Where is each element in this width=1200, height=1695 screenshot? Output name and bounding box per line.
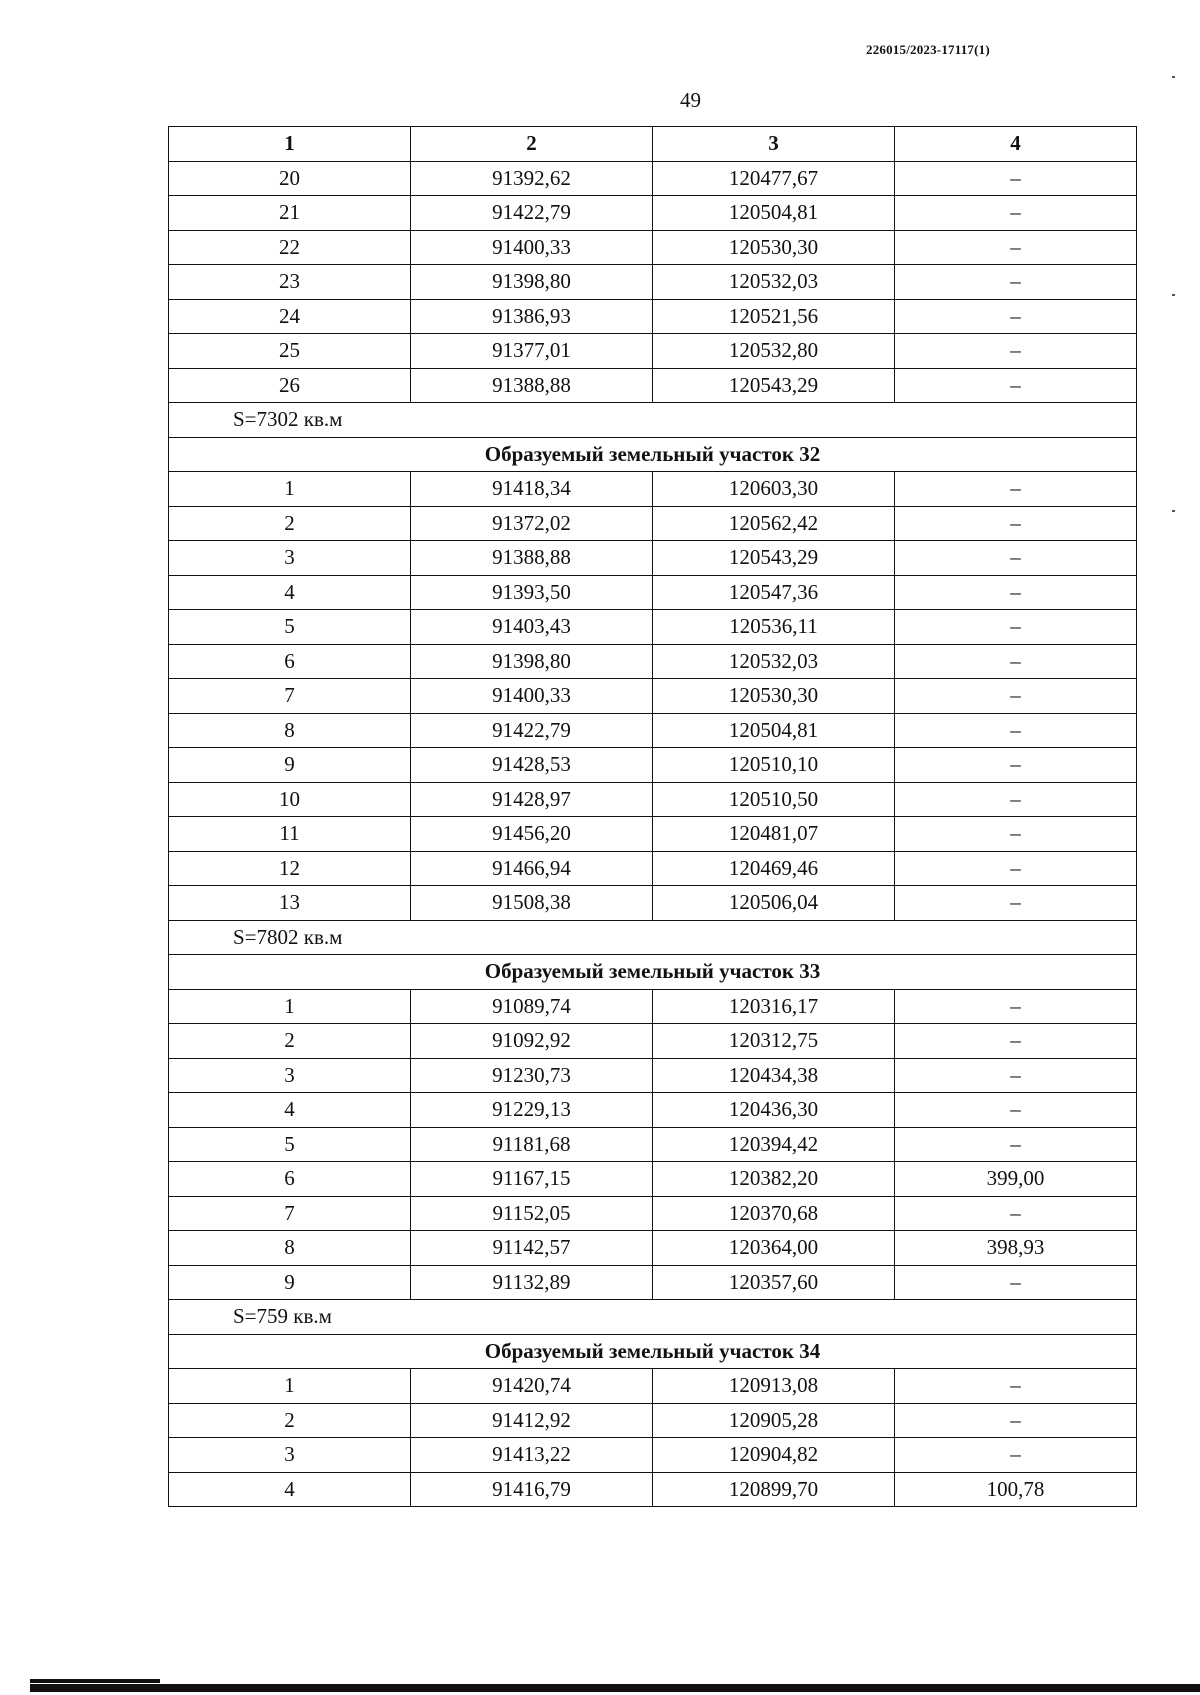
- table-cell: 120469,46: [653, 851, 895, 886]
- footer-scan-line: [30, 1679, 160, 1683]
- table-cell: –: [895, 506, 1137, 541]
- table-cell: 120532,03: [653, 644, 895, 679]
- table-cell: 398,93: [895, 1231, 1137, 1266]
- table-cell: 120905,28: [653, 1403, 895, 1438]
- scan-edge-mark: [1172, 510, 1175, 512]
- area-value: S=7302 кв.м: [169, 403, 1137, 438]
- table-cell: 22: [169, 230, 411, 265]
- table-cell: 120904,82: [653, 1438, 895, 1473]
- table-cell: –: [895, 368, 1137, 403]
- section-title: Образуемый земельный участок 33: [169, 955, 1137, 990]
- table-cell: 91167,15: [411, 1162, 653, 1197]
- table-cell: 120536,11: [653, 610, 895, 645]
- table-cell: 12: [169, 851, 411, 886]
- table-cell: 91400,33: [411, 230, 653, 265]
- table-cell: 120532,03: [653, 265, 895, 300]
- table-cell: 4: [169, 575, 411, 610]
- table-cell: –: [895, 472, 1137, 507]
- table-row: [169, 1162, 1137, 1197]
- table-cell: –: [895, 196, 1137, 231]
- table-cell: 91089,74: [411, 989, 653, 1024]
- table-cell: 91413,22: [411, 1438, 653, 1473]
- table-cell: 91398,80: [411, 265, 653, 300]
- table-cell: 399,00: [895, 1162, 1137, 1197]
- area-row: [169, 1300, 1137, 1335]
- table-cell: 120506,04: [653, 886, 895, 921]
- table-cell: –: [895, 851, 1137, 886]
- column-header: 4: [895, 127, 1137, 162]
- table-cell: 120562,42: [653, 506, 895, 541]
- table-row: [169, 989, 1137, 1024]
- table-row: [169, 334, 1137, 369]
- table-cell: 91428,97: [411, 782, 653, 817]
- table-row: [169, 161, 1137, 196]
- table-row: [169, 1231, 1137, 1266]
- table-row: [169, 472, 1137, 507]
- table-cell: 91400,33: [411, 679, 653, 714]
- table-row: [169, 1058, 1137, 1093]
- table-cell: 1: [169, 989, 411, 1024]
- table-cell: 91377,01: [411, 334, 653, 369]
- table-cell: 91152,05: [411, 1196, 653, 1231]
- table-cell: –: [895, 161, 1137, 196]
- table-cell: –: [895, 230, 1137, 265]
- section-title: Образуемый земельный участок 34: [169, 1334, 1137, 1369]
- table-cell: 91456,20: [411, 817, 653, 852]
- table-cell: 120382,20: [653, 1162, 895, 1197]
- table-cell: –: [895, 541, 1137, 576]
- table-cell: 1: [169, 1369, 411, 1404]
- table-cell: 3: [169, 541, 411, 576]
- table-cell: –: [895, 1403, 1137, 1438]
- table-row: [169, 851, 1137, 886]
- table-cell: 120547,36: [653, 575, 895, 610]
- table-cell: 120481,07: [653, 817, 895, 852]
- table-cell: 120530,30: [653, 679, 895, 714]
- table-cell: –: [895, 610, 1137, 645]
- table-cell: 91403,43: [411, 610, 653, 645]
- area-row: [169, 403, 1137, 438]
- table-cell: 6: [169, 1162, 411, 1197]
- table-row: [169, 610, 1137, 645]
- table-row: [169, 713, 1137, 748]
- table-cell: 91229,13: [411, 1093, 653, 1128]
- table-row: [169, 265, 1137, 300]
- table-row: [169, 817, 1137, 852]
- table-row: [169, 541, 1137, 576]
- table-cell: 120477,67: [653, 161, 895, 196]
- table-cell: 120394,42: [653, 1127, 895, 1162]
- table-cell: –: [895, 1369, 1137, 1404]
- scan-edge-mark: [1172, 76, 1175, 78]
- table-cell: 91392,62: [411, 161, 653, 196]
- table-cell: 120312,75: [653, 1024, 895, 1059]
- table-cell: 9: [169, 1265, 411, 1300]
- column-header: 3: [653, 127, 895, 162]
- table-cell: 120370,68: [653, 1196, 895, 1231]
- table-cell: 120543,29: [653, 368, 895, 403]
- table-cell: 20: [169, 161, 411, 196]
- table-cell: 13: [169, 886, 411, 921]
- table-cell: –: [895, 817, 1137, 852]
- table-cell: 120532,80: [653, 334, 895, 369]
- table-header-row: [169, 127, 1137, 162]
- table-cell: –: [895, 1196, 1137, 1231]
- table-cell: 120530,30: [653, 230, 895, 265]
- table-cell: 7: [169, 679, 411, 714]
- table-cell: 91393,50: [411, 575, 653, 610]
- table-cell: 7: [169, 1196, 411, 1231]
- table-cell: –: [895, 886, 1137, 921]
- table-cell: 120316,17: [653, 989, 895, 1024]
- page-number: 49: [680, 88, 701, 112]
- table-cell: 120364,00: [653, 1231, 895, 1266]
- table-cell: –: [895, 782, 1137, 817]
- table-cell: 8: [169, 1231, 411, 1266]
- table-cell: 2: [169, 1024, 411, 1059]
- table-cell: –: [895, 989, 1137, 1024]
- table-row: [169, 1403, 1137, 1438]
- table-cell: 10: [169, 782, 411, 817]
- table-row: [169, 1438, 1137, 1473]
- table-cell: 120913,08: [653, 1369, 895, 1404]
- table-cell: –: [895, 1438, 1137, 1473]
- table-cell: 91428,53: [411, 748, 653, 783]
- table-row: [169, 886, 1137, 921]
- area-value: S=7802 кв.м: [169, 920, 1137, 955]
- table-row: [169, 679, 1137, 714]
- table-cell: 120899,70: [653, 1472, 895, 1507]
- area-row: [169, 920, 1137, 955]
- column-header: 1: [169, 127, 411, 162]
- table-cell: 91422,79: [411, 196, 653, 231]
- coordinates-table: [168, 126, 1137, 1507]
- table-cell: 23: [169, 265, 411, 300]
- table-cell: 120434,38: [653, 1058, 895, 1093]
- table-cell: 91398,80: [411, 644, 653, 679]
- table-row: [169, 506, 1137, 541]
- table-row: [169, 299, 1137, 334]
- table-cell: 91092,92: [411, 1024, 653, 1059]
- table-cell: 6: [169, 644, 411, 679]
- table-cell: 91418,34: [411, 472, 653, 507]
- table-row: [169, 230, 1137, 265]
- table-cell: 120521,56: [653, 299, 895, 334]
- table-cell: 120603,30: [653, 472, 895, 507]
- table-body: [169, 161, 1137, 1507]
- table-row: [169, 1196, 1137, 1231]
- table-cell: 91466,94: [411, 851, 653, 886]
- table-cell: 24: [169, 299, 411, 334]
- table-cell: 26: [169, 368, 411, 403]
- table-cell: 4: [169, 1093, 411, 1128]
- table-cell: 5: [169, 610, 411, 645]
- table-cell: 91422,79: [411, 713, 653, 748]
- table-cell: 100,78: [895, 1472, 1137, 1507]
- table-cell: –: [895, 1093, 1137, 1128]
- table-cell: –: [895, 1127, 1137, 1162]
- table-cell: 91181,68: [411, 1127, 653, 1162]
- table-cell: 91416,79: [411, 1472, 653, 1507]
- table-cell: 91230,73: [411, 1058, 653, 1093]
- table-cell: 91386,93: [411, 299, 653, 334]
- table-row: [169, 1369, 1137, 1404]
- table-cell: –: [895, 748, 1137, 783]
- table-cell: –: [895, 265, 1137, 300]
- table-cell: 120543,29: [653, 541, 895, 576]
- area-value: S=759 кв.м: [169, 1300, 1137, 1335]
- document-id: 226015/2023-17117(1): [866, 42, 990, 57]
- table-cell: 2: [169, 1403, 411, 1438]
- table-cell: 120436,30: [653, 1093, 895, 1128]
- table-cell: 21: [169, 196, 411, 231]
- table-cell: –: [895, 679, 1137, 714]
- table-row: [169, 368, 1137, 403]
- table-cell: 11: [169, 817, 411, 852]
- table-cell: 3: [169, 1058, 411, 1093]
- table-cell: –: [895, 334, 1137, 369]
- table-cell: 120504,81: [653, 196, 895, 231]
- table-row: [169, 644, 1137, 679]
- section-title-row: [169, 437, 1137, 472]
- table-cell: 91372,02: [411, 506, 653, 541]
- table-cell: 1: [169, 472, 411, 507]
- table-cell: 91132,89: [411, 1265, 653, 1300]
- table-cell: 91420,74: [411, 1369, 653, 1404]
- table-cell: 8: [169, 713, 411, 748]
- table-cell: –: [895, 575, 1137, 610]
- table-row: [169, 575, 1137, 610]
- table-cell: 120510,50: [653, 782, 895, 817]
- table-cell: –: [895, 644, 1137, 679]
- table-cell: –: [895, 299, 1137, 334]
- table-cell: 25: [169, 334, 411, 369]
- table-cell: 91508,38: [411, 886, 653, 921]
- column-header: 2: [411, 127, 653, 162]
- table-cell: –: [895, 1024, 1137, 1059]
- table-cell: –: [895, 713, 1137, 748]
- table-row: [169, 196, 1137, 231]
- table-cell: 9: [169, 748, 411, 783]
- table-cell: 91412,92: [411, 1403, 653, 1438]
- table-row: [169, 1127, 1137, 1162]
- table-row: [169, 1265, 1137, 1300]
- table-cell: –: [895, 1265, 1137, 1300]
- table-row: [169, 782, 1137, 817]
- section-title-row: [169, 955, 1137, 990]
- section-title: Образуемый земельный участок 32: [169, 437, 1137, 472]
- table-cell: 91388,88: [411, 541, 653, 576]
- table-cell: 120504,81: [653, 713, 895, 748]
- table-cell: 91142,57: [411, 1231, 653, 1266]
- table-row: [169, 748, 1137, 783]
- table-row: [169, 1472, 1137, 1507]
- table-cell: –: [895, 1058, 1137, 1093]
- table-cell: 5: [169, 1127, 411, 1162]
- table-cell: 3: [169, 1438, 411, 1473]
- table-cell: 91388,88: [411, 368, 653, 403]
- footer-scan-bar: [30, 1684, 1200, 1692]
- table-cell: 120510,10: [653, 748, 895, 783]
- table-cell: 120357,60: [653, 1265, 895, 1300]
- scan-edge-mark: [1172, 294, 1175, 296]
- section-title-row: [169, 1334, 1137, 1369]
- table-cell: 2: [169, 506, 411, 541]
- table-cell: 4: [169, 1472, 411, 1507]
- table-row: [169, 1024, 1137, 1059]
- table-row: [169, 1093, 1137, 1128]
